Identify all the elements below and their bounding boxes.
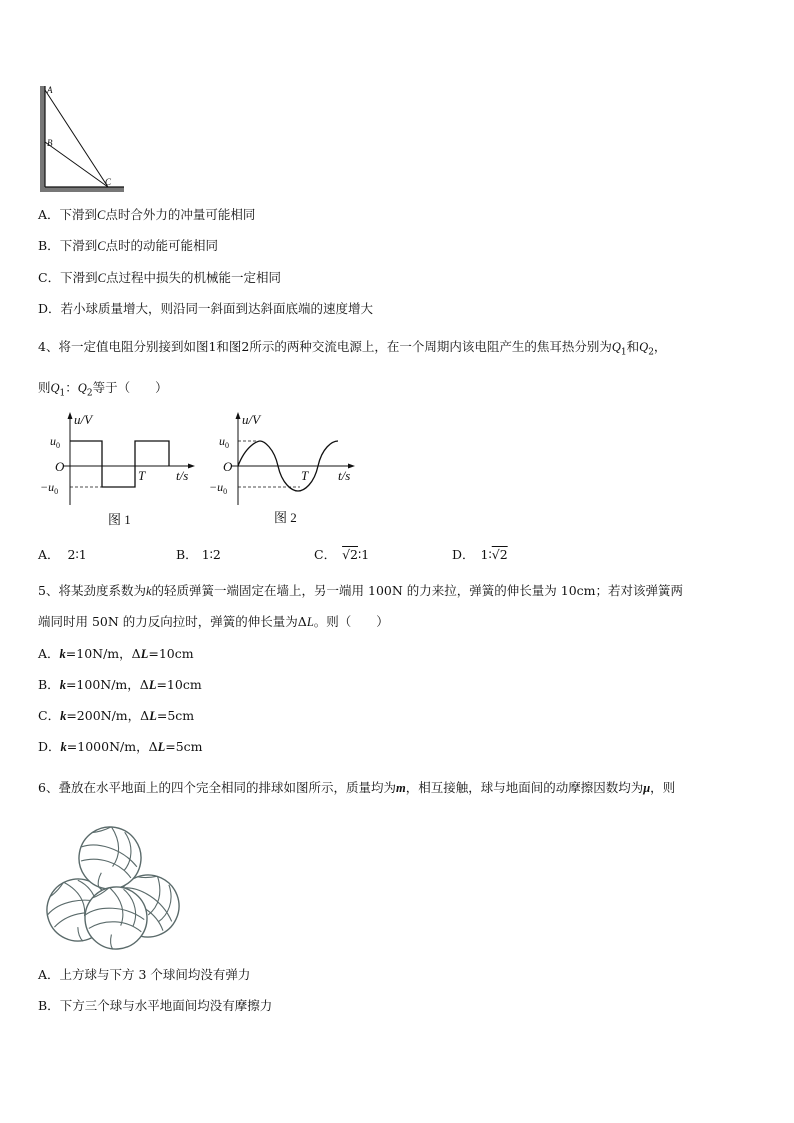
q3-option-c[interactable]: C．下滑到C点过程中损失的机械能一定相同 [38, 270, 281, 285]
fig2-origin-label: O [223, 459, 233, 474]
option-letter: C． [38, 270, 61, 285]
fig1-neg-u0-label: $-u_0$ [40, 480, 59, 496]
q4-option-a[interactable]: A． 2∶1 [38, 547, 87, 562]
point-a-label: A [47, 85, 53, 95]
point-b-label: B [47, 138, 53, 148]
q4-option-c[interactable]: C． √2∶1 [314, 547, 370, 562]
fig2-t-label: T [301, 468, 309, 483]
option-letter: B． [38, 238, 60, 253]
figure-2-sine-wave [208, 410, 368, 532]
q4-stem-line1: 4、将一定值电阻分别接到如图1和图2所示的两种交流电源上，在一个周期内该电阻产生的焦耳热分别为$Q_1$和$Q_2$， [38, 339, 667, 358]
option-letter: A． [38, 547, 60, 562]
q4-option-b[interactable]: B． 1∶2 [176, 547, 221, 562]
option-letter: B． [38, 677, 60, 692]
q4-option-d[interactable]: D． 1∶√2 [452, 547, 508, 562]
q5-option-c[interactable]: C．k=200N/m，ΔL=5cm [38, 708, 195, 723]
fig1-caption: 图 1 [108, 512, 131, 527]
q4-stem-line2: 则$Q_1$：$Q_2$等于（ ） [38, 380, 168, 399]
option-letter: D． [38, 739, 61, 754]
fig1-y-axis-label: u/V [74, 412, 93, 427]
q6-stem-line1: 6、叠放在水平地面上的四个完全相同的排球如图所示，质量均为m，相互接触，球与地面间的动摩擦因数均为μ，则 [38, 780, 676, 795]
fig2-y-axis-label: u/V [242, 412, 261, 427]
incline-figure [36, 84, 126, 196]
fig2-caption: 图 2 [274, 510, 297, 525]
fig1-origin-label: O [55, 459, 65, 474]
fig2-neg-u0-label: $-u_0$ [209, 480, 228, 496]
incline-ac [45, 90, 108, 187]
q3-option-a[interactable]: A．下滑到C点时合外力的冲量可能相同 [38, 207, 256, 222]
q3-option-b[interactable]: B．下滑到C点时的动能可能相同 [38, 238, 219, 253]
q5-option-b[interactable]: B．k=100N/m，ΔL=10cm [38, 677, 202, 692]
fig1-x-axis-label: t/s [176, 468, 189, 483]
option-letter: D． [38, 301, 61, 316]
option-letter: A． [38, 207, 60, 222]
q5-stem-line2: 端同时用 50N 的力反向拉时，弹簧的伸长量为ΔL。则（ ） [38, 614, 389, 629]
fig2-x-axis-label: t/s [338, 468, 351, 483]
q5-option-d[interactable]: D．k=1000N/m，ΔL=5cm [38, 739, 203, 754]
figure-1-square-wave [38, 410, 208, 532]
fig2-u0-label: $u_0$ [219, 434, 229, 450]
option-letter: A． [38, 967, 60, 982]
q5-stem-line1: 5、将某劲度系数为k的轻质弹簧一端固定在墙上，另一端用 100N 的力来拉，弹簧的伸长量为 10cm；若对该弹簧两 [38, 583, 684, 598]
option-letter: C． [314, 547, 337, 562]
fig1-u0-label: $u_0$ [50, 434, 60, 450]
option-letter: C． [38, 708, 61, 723]
option-letter: B． [38, 998, 60, 1013]
q6-option-a[interactable]: A．上方球与下方 3 个球间均没有弹力 [38, 967, 251, 982]
q3-option-d[interactable]: D．若小球质量增大，则沿同一斜面到达斜面底端的速度增大 [38, 301, 374, 316]
volleyball-stack-figure [44, 822, 186, 952]
square-wave-line [70, 441, 169, 487]
q6-option-b[interactable]: B．下方三个球与水平地面间均没有摩擦力 [38, 998, 273, 1013]
option-letter: B． [176, 547, 198, 562]
point-c-label: C [105, 177, 112, 187]
option-letter: A． [38, 646, 60, 661]
q5-option-a[interactable]: A．k=10N/m，ΔL=10cm [38, 646, 194, 661]
option-letter: D． [452, 547, 475, 562]
fig1-t-label: T [138, 468, 146, 483]
incline-bc [45, 142, 108, 187]
